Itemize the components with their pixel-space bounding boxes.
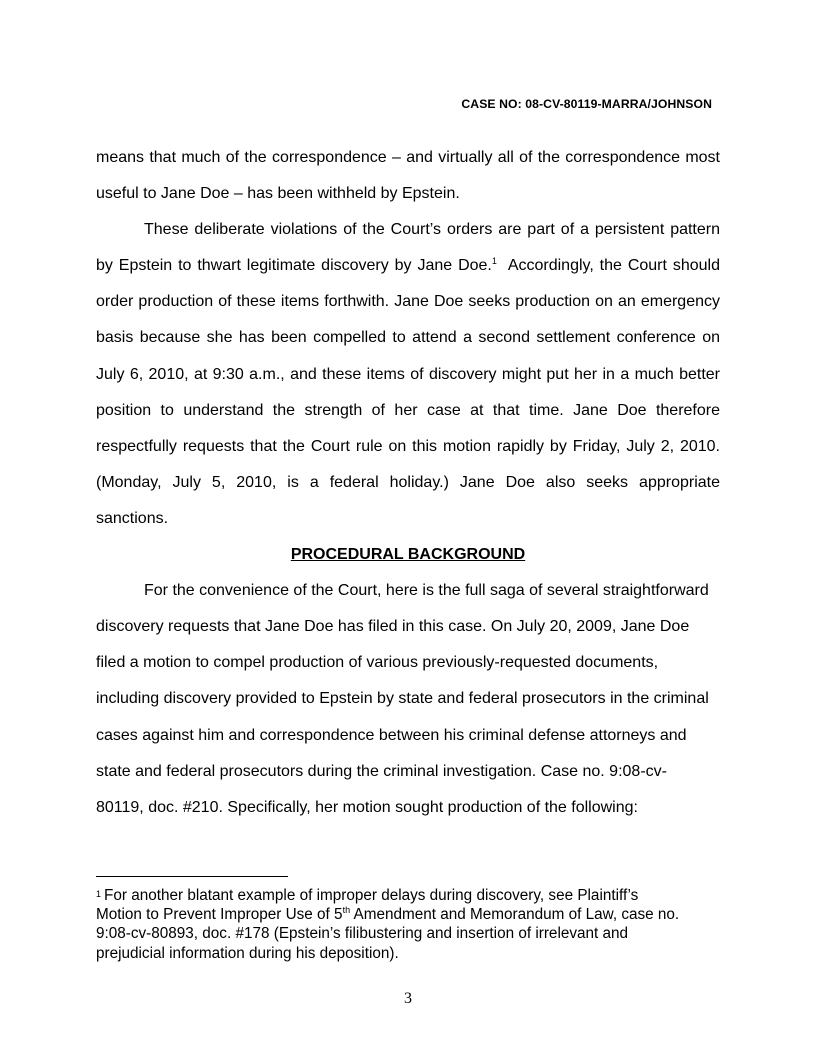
footnote-divider (96, 876, 288, 877)
body-line: means that much of the correspondence – and virtually all of the correspondence most (96, 149, 720, 166)
page-number: 3 (404, 990, 412, 1007)
footnote-text: For another blatant example of improper delays during discovery, see Plaintiff’s (104, 887, 639, 904)
body-text-span: by Epstein to thwart legitimate discovery by Jane Doe. (96, 257, 492, 275)
body-line (96, 254, 720, 290)
case-number-header: CASE NO: 08-CV-80119-MARRA/JOHNSON (461, 97, 712, 111)
footnote-line (96, 905, 720, 924)
body-line: For the convenience of the Court, here is the full saga of several straightforward (144, 582, 709, 600)
body-line: order production of these items forthwith. Jane Doe seeks production on an emergency (96, 293, 720, 311)
body-line: These deliberate violations of the Court’s orders are part of a persistent pattern (144, 221, 720, 239)
body-line: 80119, doc. #210. Specifically, her motion sought production of the following: (96, 798, 638, 816)
body-line: including discovery provided to Epstein by state and federal prosecutors in the criminal (96, 690, 709, 708)
footnote-text: Amendment and Memorandum of Law, case no. (350, 906, 680, 924)
body-text (96, 146, 720, 832)
body-line: cases against him and correspondence between his criminal defense attorneys and (96, 726, 687, 744)
section-heading: PROCEDURAL BACKGROUND (290, 546, 526, 564)
body-line: state and federal prosecutors during the criminal investigation. Case no. 9:08-cv- (96, 762, 667, 780)
body-line: basis because she has been compelled to attend a second settlement conference on (96, 329, 720, 347)
footnote-reference[interactable]: 1 (491, 256, 497, 267)
body-text-span: Accordingly, the Court should (496, 257, 721, 275)
footnote-text: Motion to Prevent Improper Use of 5 (96, 906, 343, 924)
ordinal-suffix: th (342, 905, 351, 916)
body-line: position to understand the strength of her case at that time. Jane Doe therefore (96, 401, 720, 419)
body-line: July 6, 2010, at 9:30 a.m., and these items of discovery might put her in a much better (96, 365, 720, 383)
body-line: useful to Jane Doe – has been withheld by Epstein. (96, 185, 460, 203)
footnote-line (96, 885, 720, 905)
body-line: respectfully requests that the Court rule on this motion rapidly by Friday, July 2, 2010. (96, 437, 720, 455)
footnote-marker: 1 (96, 889, 102, 899)
footnote (96, 885, 720, 963)
body-line: (Monday, July 5, 2010, is a federal holiday.) Jane Doe also seeks appropriate (96, 473, 720, 491)
body-line: filed a motion to compel production of various previously-requested documents, (96, 654, 659, 672)
body-line: sanctions. (96, 509, 169, 527)
footnote-line: prejudicial information during his deposition). (96, 944, 399, 962)
footnote-line: 9:08-cv-80893, doc. #178 (Epstein’s filibustering and insertion of irrelevant and (96, 925, 629, 943)
body-line: discovery requests that Jane Doe has filed in this case. On July 20, 2009, Jane Doe (96, 618, 690, 636)
